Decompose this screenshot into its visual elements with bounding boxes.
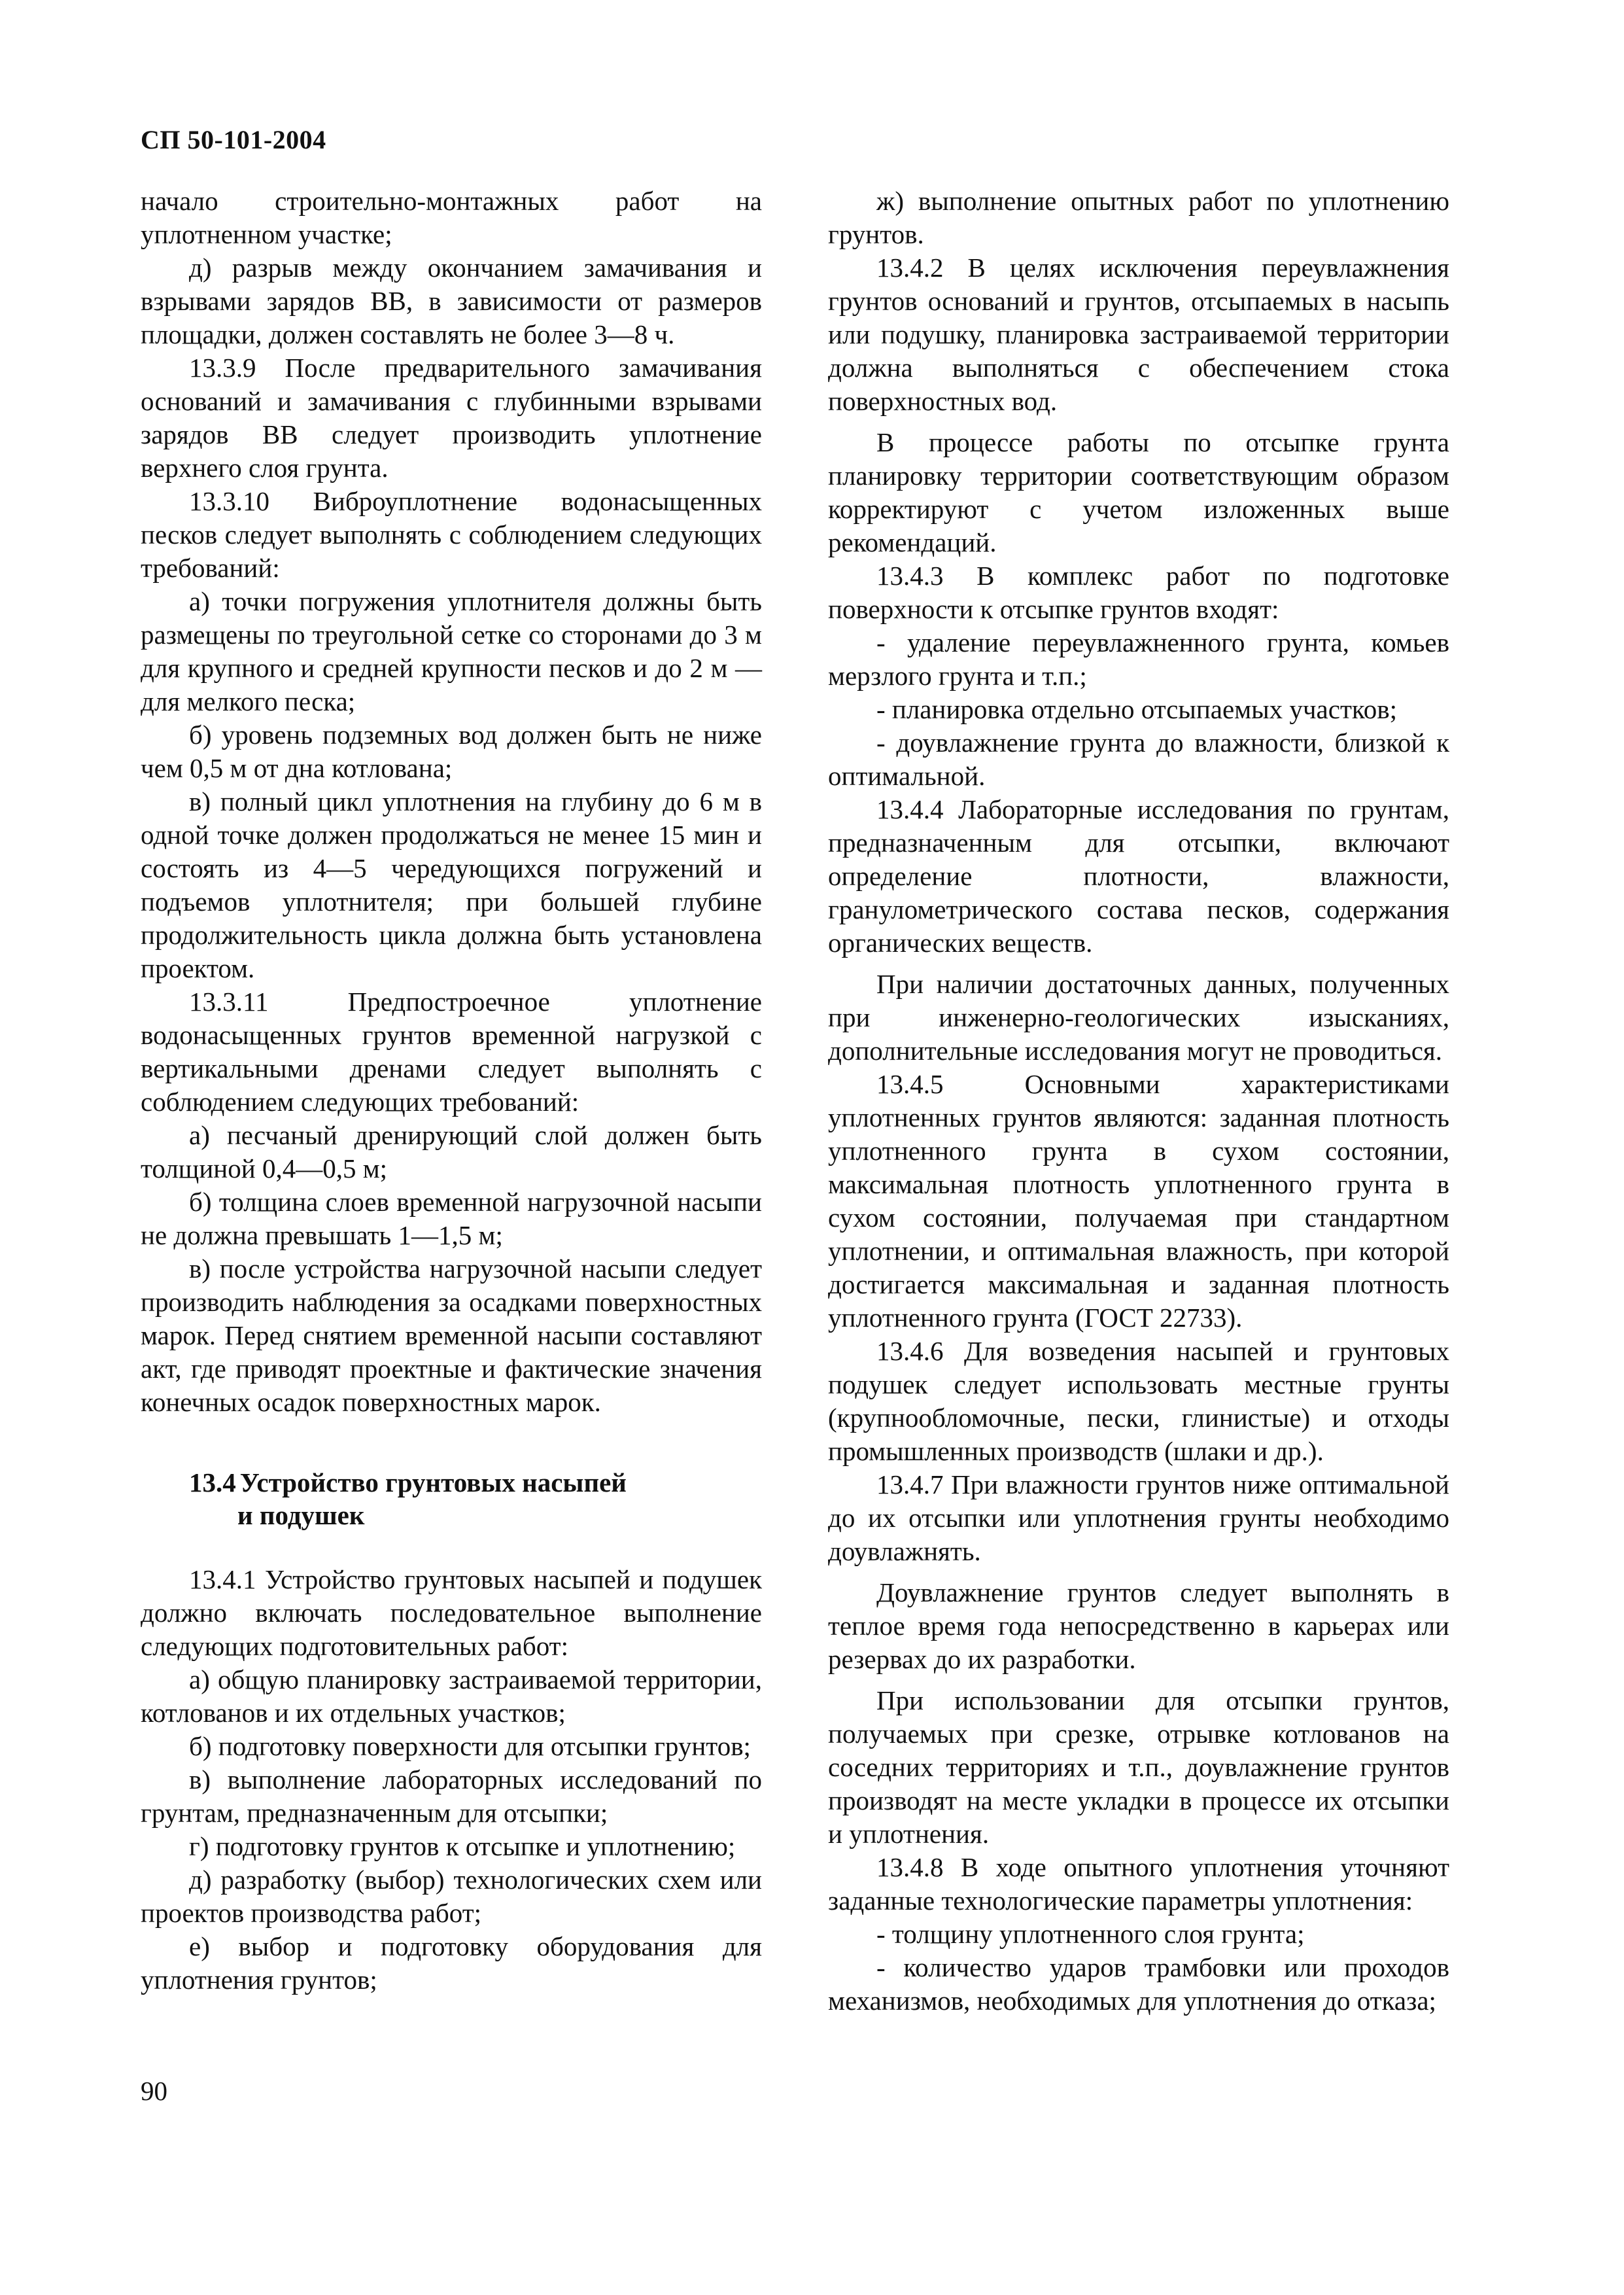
paragraph: 13.4.8 В ходе опытного уплотнения уточняют заданные технологические параметры уплотнения: xyxy=(828,1852,1449,1916)
paragraph: а) общую планировку застраиваемой территории, котлованов и их отдельных участков; xyxy=(141,1664,762,1728)
paragraph: б) толщина слоев временной нагрузочной насыпи не должна превышать 1—1,5 м; xyxy=(141,1187,762,1250)
paragraph: ж) выполнение опытных работ по уплотнению грунтов. xyxy=(828,186,1449,249)
paragraph: 13.4.2 В целях исключения переувлажнения грунтов оснований и грунтов, отсыпаемых в насыпь или подушку, планировка застраиваемой территории должна выполняться с обеспечением стока поверхностных вод. xyxy=(828,253,1449,416)
left-paragraphs-after-heading xyxy=(141,1563,762,1997)
paragraph: 13.4.5 Основными характеристиками уплотненных грунтов являются: заданная плотность уплотненного грунта в сухом состоянии, максимальная плотность уплотненного грунта в сухом состоянии, получаемая при стандартном уплотнении, и оптимальная влажность, при которой достигается максимальная и заданная плотность уплотненного грунта (ГОСТ 22733). xyxy=(828,1069,1449,1333)
paragraph: а) песчаный дренирующий слой должен быть толщиной 0,4—0,5 м; xyxy=(141,1120,762,1183)
paragraph: 13.3.9 После предварительного замачивания оснований и замачивания с глубинными взрывами зарядов ВВ следует производить уплотнение верхнего слоя грунта. xyxy=(141,353,762,483)
paragraph: 13.4.4 Лабораторные исследования по грунтам, предназначенным для отсыпки, включают определение плотности, влажности, гранулометрического состава песков, содержания органических веществ. xyxy=(828,794,1449,958)
paragraph: 13.4.1 Устройство грунтовых насыпей и подушек должно включать последовательное выполнение следующих подготовительных работ: xyxy=(141,1564,762,1661)
paragraph: е) выбор и подготовку оборудования для уплотнения грунтов; xyxy=(141,1931,762,1995)
paragraph: 13.4.3 В комплекс работ по подготовке поверхности к отсыпке грунтов входят: xyxy=(828,561,1449,624)
paragraph: г) подготовку грунтов к отсыпке и уплотнению; xyxy=(189,1831,736,1861)
left-column xyxy=(141,184,762,1997)
paragraph: При наличии достаточных данных, полученных при инженерно-геологических изысканиях, дополнительные исследования могут не проводиться. xyxy=(828,969,1449,1066)
list-item: - планировка отдельно отсыпаемых участков; xyxy=(876,694,1397,724)
paragraph: д) разрыв между окончанием замачивания и взрывами зарядов ВВ, в зависимости от размеров площадки, должен составлять не более 3—8 ч. xyxy=(141,253,762,349)
paragraph: б) уровень подземных вод должен быть не ниже чем 0,5 м от дна котлована; xyxy=(141,720,762,783)
paragraph: б) подготовку поверхности для отсыпки грунтов; xyxy=(189,1731,751,1761)
list-item: - удаление переувлажненного грунта, комьев мерзлого грунта и т.п.; xyxy=(828,627,1449,691)
paragraph: Доувлажнение грунтов следует выполнять в теплое время года непосредственно в карьерах или резервах до их разработки. xyxy=(828,1577,1449,1674)
document-code-header: СП 50-101-2004 xyxy=(141,125,326,154)
section-number: 13.4 xyxy=(189,1467,236,1498)
page-number: 90 xyxy=(141,2076,167,2106)
paragraph: а) точки погружения уплотнителя должны быть размещены по треугольной сетке со сторонами до 3 м для крупного и средней крупности песков и до 2 м — для мелкого песка; xyxy=(141,586,762,716)
section-title-line2: и подушек xyxy=(237,1500,365,1530)
list-item: - количество ударов трамбовки или проходов механизмов, необходимых для уплотнения до отказа; xyxy=(828,1952,1449,2016)
paragraph: 13.4.7 При влажности грунтов ниже оптимальной до их отсыпки или уплотнения грунты необходимо доувлажнять. xyxy=(828,1469,1449,1566)
section-title-line1: Устройство грунтовых насыпей xyxy=(239,1467,627,1498)
paragraph: При использовании для отсыпки грунтов, получаемых при срезке, отрывке котлованов на соседних территориях и т.п., доувлажнение грунтов производят на месте укладки в процессе их отсыпки и уплотнения. xyxy=(828,1685,1449,1849)
paragraph: д) разработку (выбор) технологических схем или проектов производства работ; xyxy=(141,1865,762,1928)
paragraph: в) выполнение лабораторных исследований по грунтам, предназначенным для отсыпки; xyxy=(141,1764,762,1828)
left-paragraphs-before-heading xyxy=(141,184,762,1419)
right-column xyxy=(828,184,1449,2018)
list-item: - толщину уплотненного слоя грунта; xyxy=(876,1919,1305,1949)
section-heading xyxy=(141,1466,762,1532)
paragraph: начало строительно-монтажных работ на уплотненном участке; xyxy=(141,186,762,249)
paragraph: 13.4.6 Для возведения насыпей и грунтовых подушек следует использовать местные грунты (крупнообломочные, пески, глинистые) и отходы промышленных производств (шлаки и др.). xyxy=(828,1336,1449,1466)
list-item: - доувлажнение грунта до влажности, близкой к оптимальной. xyxy=(828,727,1449,791)
paragraph: в) после устройства нагрузочной насыпи следует производить наблюдения за осадками поверхностных марок. Перед снятием временной насыпи составляют акт, где приводят проектные и фактические значения конечных осадок поверхностных марок. xyxy=(141,1253,762,1417)
paragraph: В процессе работы по отсыпке грунта планировку территории соответствующим образом корректируют с учетом изложенных выше рекомендаций. xyxy=(828,427,1449,557)
paragraph: в) полный цикл уплотнения на глубину до 6 м в одной точке должен продолжаться не менее 15 мин и состоять из 4—5 чередующихся погружений и подъемов уплотнителя; при большей глубине продолжительность цикла должна быть установлена проектом. xyxy=(141,786,762,983)
paragraph: 13.3.10 Виброуплотнение водонасыщенных песков следует выполнять с соблюдением следующих требований: xyxy=(141,486,762,583)
paragraph: 13.3.11 Предпостроечное уплотнение водонасыщенных грунтов временной нагрузкой с вертикальными дренами следует выполнять с соблюдением следующих требований: xyxy=(141,987,762,1117)
